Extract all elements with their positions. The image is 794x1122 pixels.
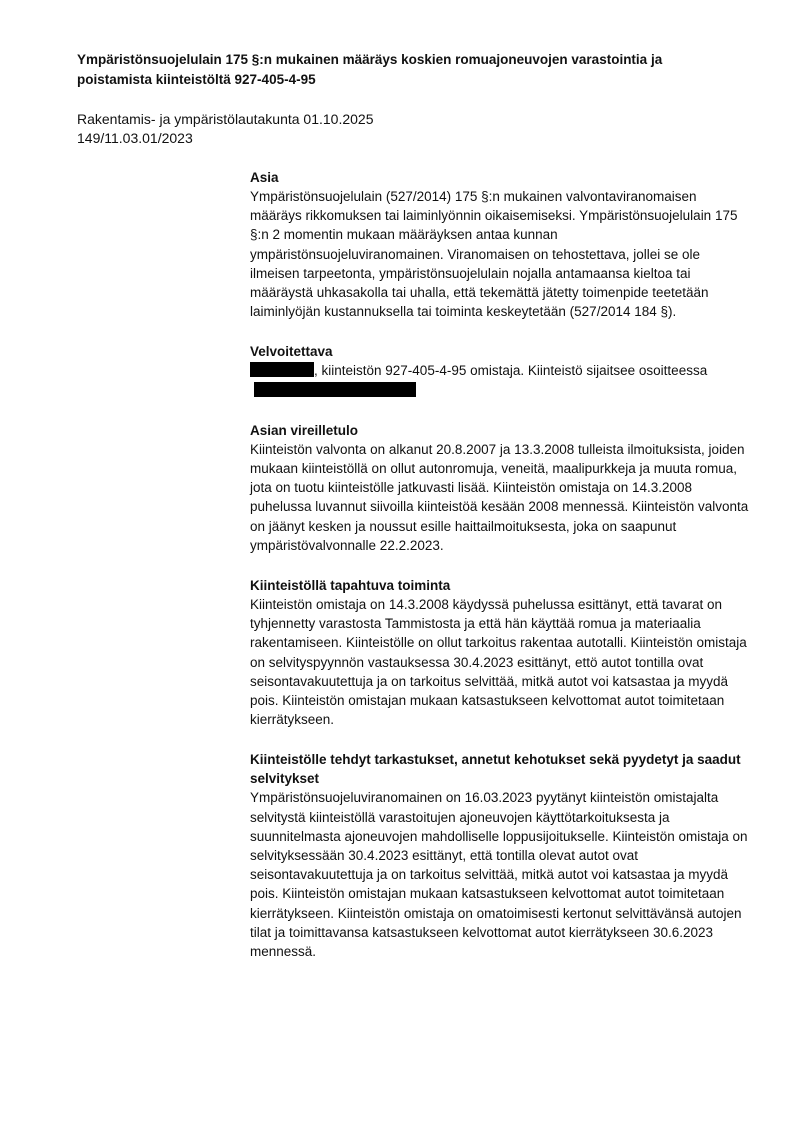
section-tarkastukset	[250, 750, 750, 961]
section-heading: Asian vireilletulo	[250, 422, 359, 438]
case-number: 149/11.03.01/2023	[77, 130, 193, 146]
section-toiminta	[250, 576, 750, 729]
section-velvoitettava	[250, 342, 750, 399]
document-meta	[77, 110, 374, 148]
document-title: Ympäristönsuojelulain 175 §:n mukainen määräys koskien romuajoneuvojen varastointia ja poistamista kiinteistöltä 927-405-4-95	[77, 52, 663, 87]
section-heading: Asia	[250, 170, 279, 185]
section-heading: Kiinteistöllä tapahtuva toiminta	[250, 578, 451, 594]
section-text: Ympäristönsuojeluviranomainen on 16.03.2023 pyytänyt kiinteistön omistajalta selvitystä kiinteistöllä varastoitujen ajoneuvojen käyttötarkoituksesta ja suunnitelmasta ajoneuvojen mahdolliselle loppusijoitukselle. Kiinteistön omistaja on selvityksessään 30.4.2023 esittänyt, että tontilla olevat autot ovat seisontavakuutettuja ja on tarkoitus selvittää, mitkä autot voi katsastaa ja myydä pois. Kiinteistön omistajan mukaan katsastukseen kelvottomat autot toimitetaan kierrätykseen. Kiinteistön omistaja on omatoimisesti kertonut selvittävänsä autojen tilat ja toimittavansa katsastukseen kelvottomat autot kierrätykseen 30.6.2023 mennessä.	[250, 790, 748, 960]
committee-date: Rakentamis- ja ympäristölautakunta 01.10.2025	[77, 111, 374, 127]
redacted-name	[250, 362, 314, 377]
section-vireilletulo	[250, 421, 750, 555]
redacted-address	[254, 382, 416, 397]
obligated-party-text: , kiinteistön 927-405-4-95 omistaja. Kiinteistö sijaitsee osoitteessa	[314, 363, 708, 379]
section-text: Kiinteistön omistaja on 14.3.2008 käydyssä puhelussa esittänyt, että tavarat on tyhjennetty varastosta Tammistosta ja että hän käyttää romua ja materiaalia rakentamiseen. Kiinteistölle on ollut tarkoitus rakentaa autotalli. Kiinteistön omistaja on selvityspyynnön vastauksessa 30.4.2023 esittänyt, ettö autot tontilla ovat seisontavakuutettuja ja on tarkoitus selvittää, mitkä autot voi katsastaa ja myydä pois. Kiinteistön omistajan mukaan katsastukseen kelvottomat autot toimitetaan kierrätykseen.	[250, 597, 747, 728]
section-text: Ympäristönsuojelulain (527/2014) 175 §:n mukainen valvontaviranomaisen määräys rikkomuksen tai laiminlyönnin oikaisemiseksi. Ympäristönsuojelulain 175 §:n 2 momentin mukaan määräyksen antaa kunnan ympäristönsuojeluviranomainen. Viranomaisen on tehostettava, jollei se ole ilmeisen tarpeetonta, ympäristönsuojelulain nojalla antamaansa kieltoa tai määräystä uhkasakolla tai uhalla, että tekemättä jätetty toimenpide teetetään laiminlyöjän kustannuksella tai toiminta keskeytetään (527/2014 184 §).	[250, 189, 738, 320]
section-text: Kiinteistön valvonta on alkanut 20.8.2007 ja 13.3.2008 tulleista ilmoituksista, joiden mukaan kiinteistöllä on ollut autonromuja, veneitä, maalipurkkeja ja muuta romua, jota on tuotu kiinteistölle jatkuvasti lisää. Kiinteistön omistaja on 14.3.2008 puhelussa luvannut siivoilla kiinteistöä kesään 2008 mennessä. Kiinteistön valvonta on jäänyt kesken ja noussut esille haittailmoituksesta, joka on saapunut ympäristövalvonnalle 22.2.2023.	[250, 441, 749, 553]
document-body	[250, 168, 750, 982]
section-heading: Kiinteistölle tehdyt tarkastukset, annetut kehotukset sekä pyydetyt ja saadut selvitykset	[250, 752, 741, 787]
section-text	[250, 361, 750, 399]
section-asia	[250, 168, 750, 321]
section-heading: Velvoitettava	[250, 344, 333, 360]
